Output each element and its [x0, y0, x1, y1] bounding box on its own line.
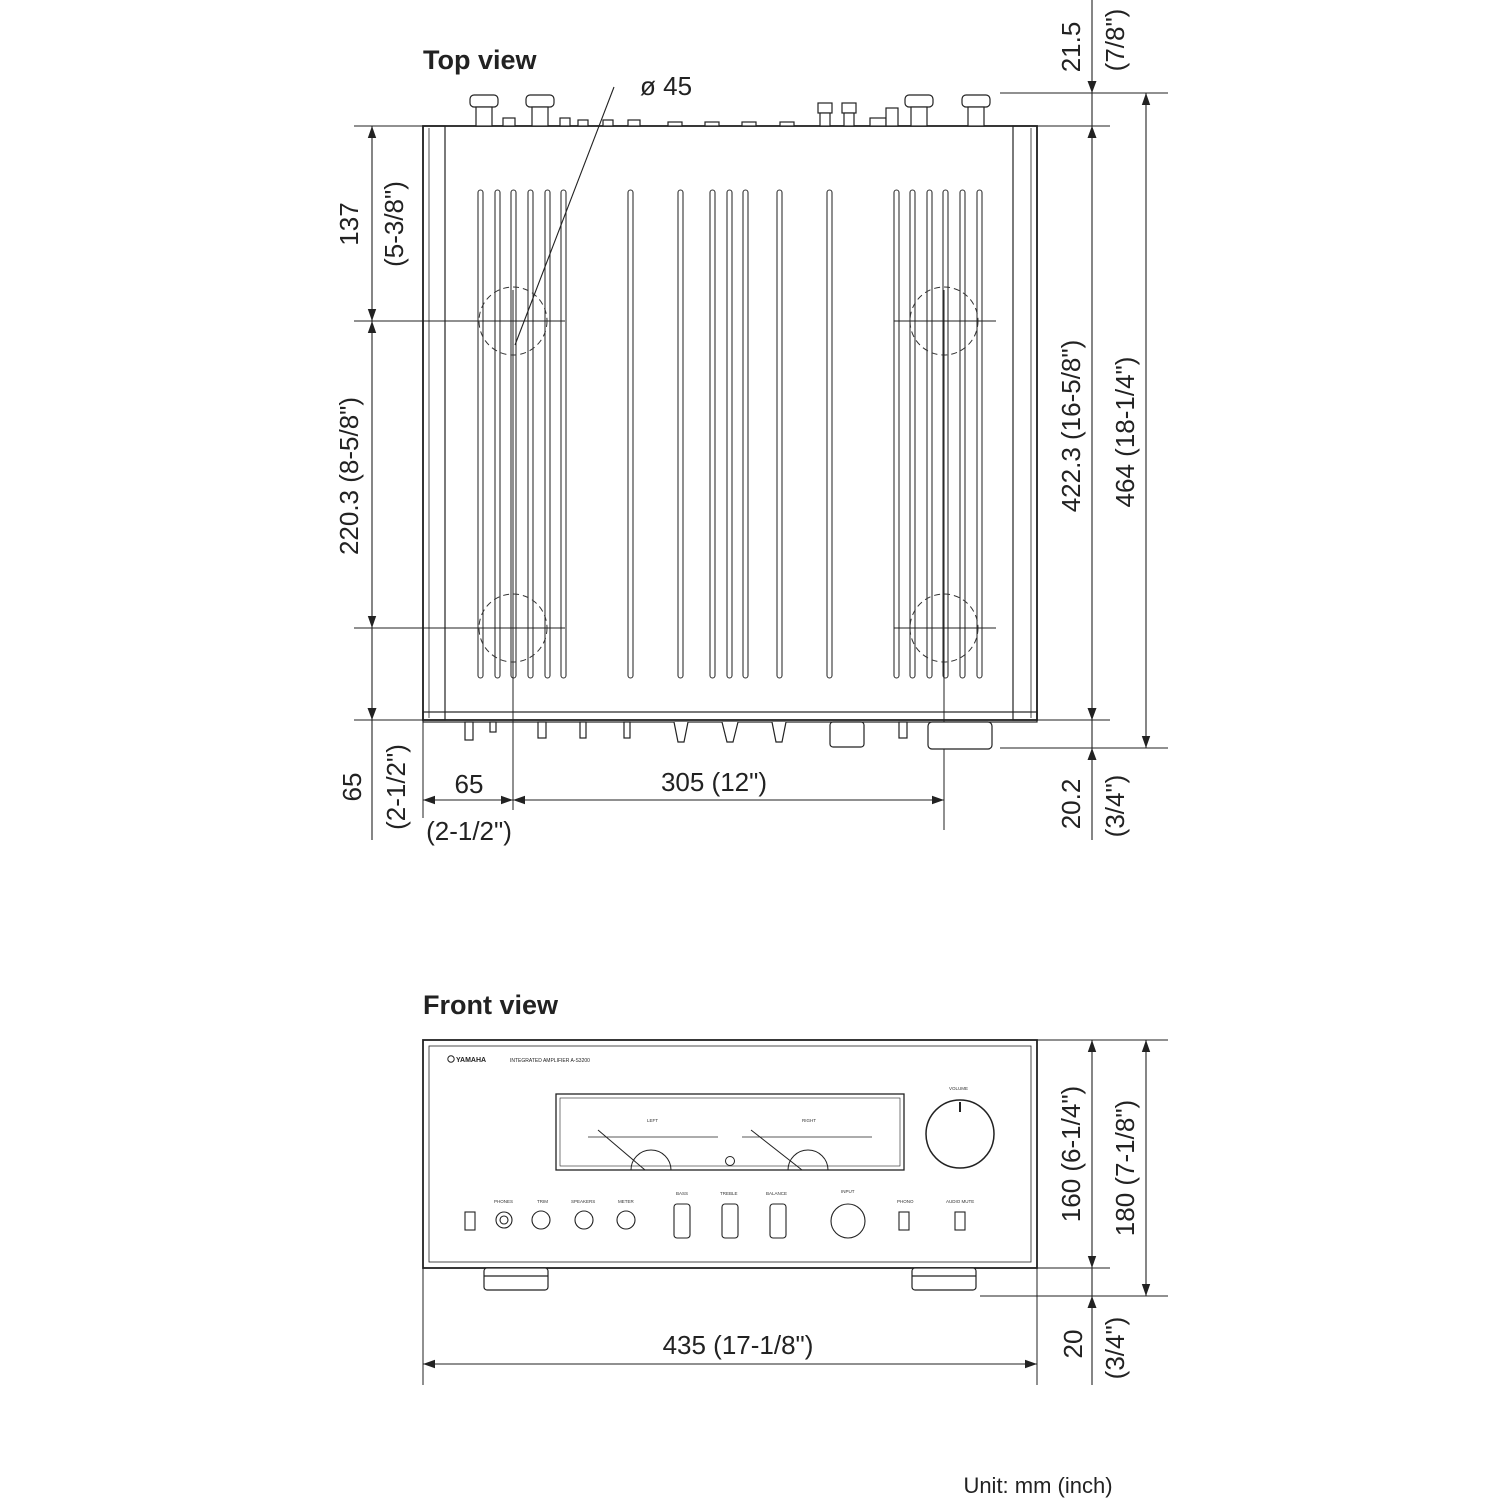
brand-label: YAMAHA [456, 1057, 487, 1064]
dim-top-proj-in: (7/8") [1100, 8, 1130, 72]
control-label-phono: PHONO [897, 1199, 914, 1204]
front-feet [484, 1268, 976, 1290]
control-label-balance: BALANCE [766, 1191, 788, 1196]
dim-foot-width: 305 (12") [660, 767, 768, 797]
top-view-title: Top view [423, 45, 537, 75]
dim-bottom-proj-mm: 20.2 [1056, 778, 1086, 830]
meter-left-label: LEFT [647, 1118, 659, 1123]
trim-knob [532, 1211, 550, 1229]
control-label-treble: TREBLE [720, 1191, 738, 1196]
power-switch [465, 1212, 475, 1230]
meter-knob [617, 1211, 635, 1229]
dim-width: 435 (17-1/8") [662, 1330, 814, 1360]
volume-label: VOLUME [949, 1086, 969, 1091]
control-label-meter: METER [618, 1199, 634, 1204]
dim-top-proj-mm: 21.5 [1056, 21, 1086, 73]
front-controls [465, 1204, 965, 1238]
diameter-label: ø 45 [640, 71, 693, 101]
front-view-title: Front view [423, 990, 559, 1020]
speakers-knob [575, 1211, 593, 1229]
unit-label: Unit: mm (inch) [963, 1473, 1113, 1498]
control-label-input: INPUT [841, 1189, 855, 1194]
balance-knob [770, 1204, 786, 1238]
audio-mute-switch [955, 1212, 965, 1230]
front-knob-profiles [465, 722, 992, 749]
speaker-terminal-4 [962, 95, 990, 126]
meter-right-label: RIGHT [802, 1118, 816, 1123]
dim-total-depth: 464 (18-1/4") [1110, 356, 1140, 508]
control-label-bass: BASS [676, 1191, 689, 1196]
speaker-terminal-3 [905, 95, 933, 126]
dim-body-depth: 422.3 (16-5/8") [1056, 339, 1086, 513]
dim-foot-spacing: 220.3 (8-5/8") [334, 396, 364, 556]
dim-depth-front-mm: 137 [334, 202, 364, 246]
bass-knob [674, 1204, 690, 1238]
xlr-connector-2 [842, 103, 856, 126]
speaker-terminal-1 [470, 95, 498, 126]
control-label-phones: PHONES [494, 1199, 514, 1204]
dim-foot-mm: 20 [1058, 1329, 1088, 1359]
control-label-speakers: SPEAKERS [571, 1199, 596, 1204]
phono-switch [899, 1212, 909, 1230]
dim-bottom-proj-in: (3/4") [1100, 774, 1130, 838]
treble-knob [722, 1204, 738, 1238]
ventilation-grille [478, 190, 982, 678]
model-label: INTEGRATED AMPLIFIER A-S3200 [510, 1058, 590, 1064]
input-knob [831, 1204, 865, 1238]
dim-total-height: 180 (7-1/8") [1110, 1099, 1140, 1237]
control-label-trim: TRIM [537, 1199, 548, 1204]
dim-rear-mm: 65 [337, 772, 367, 802]
dim-rear-in: (2-1/2") [381, 744, 411, 830]
rear-terminals [470, 95, 990, 126]
dim-foot-in: (3/4") [1100, 1316, 1130, 1380]
foot-positions [354, 287, 996, 830]
dim-left-in: (2-1/2") [426, 816, 512, 846]
dim-body-height: 160 (6-1/4") [1056, 1085, 1086, 1223]
meter-window [556, 1094, 904, 1170]
xlr-connector-1 [818, 103, 832, 126]
dim-left-mm: 65 [454, 769, 484, 799]
speaker-terminal-2 [526, 95, 554, 126]
yamaha-logo-icon [448, 1056, 454, 1062]
dim-depth-front-in: (5-3/8") [379, 181, 409, 267]
control-label-audio-mute: AUDIO MUTE [946, 1199, 975, 1204]
